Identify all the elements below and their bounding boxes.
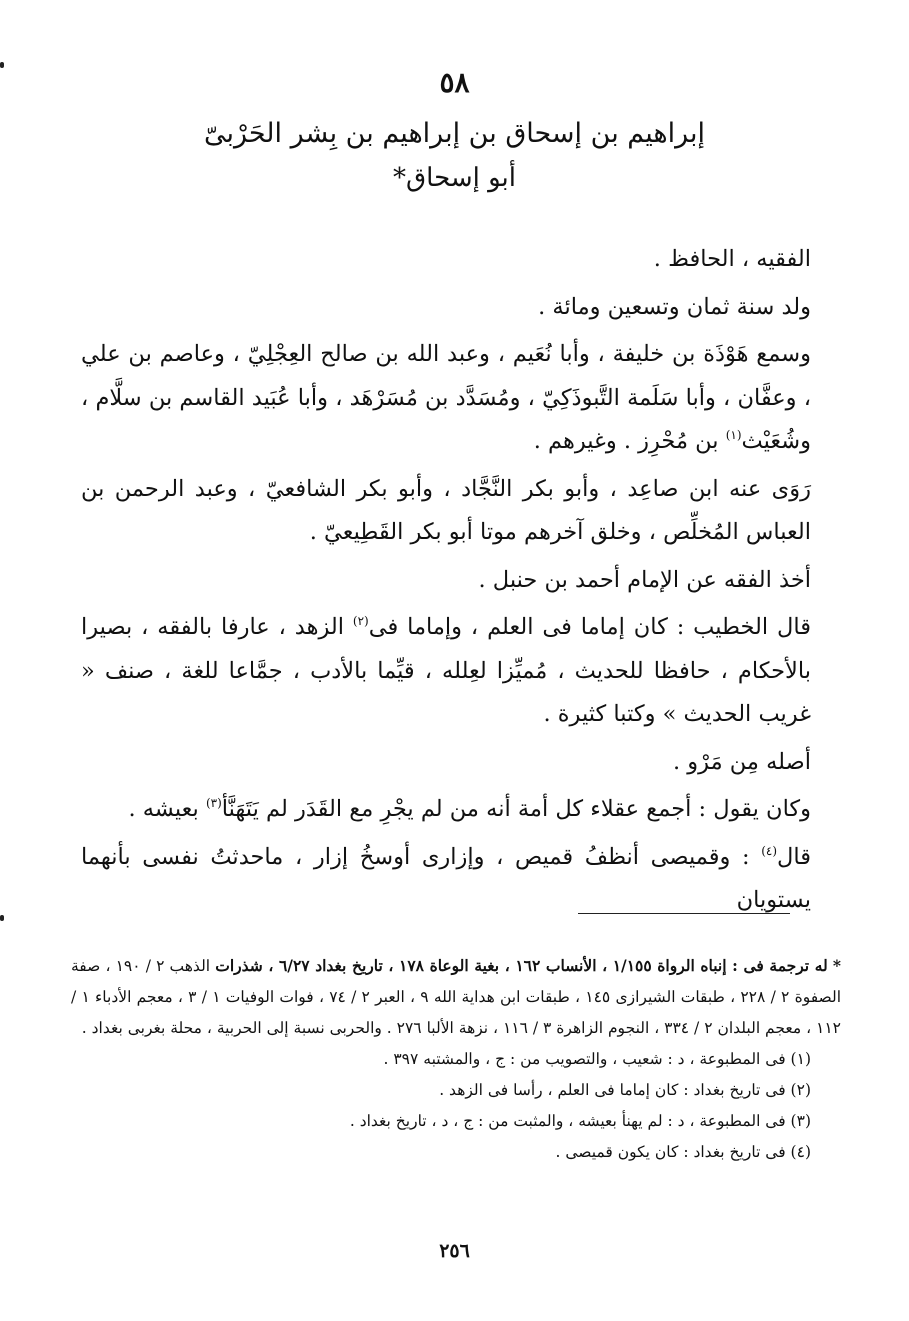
footnote-ref: (٤) [761,843,778,858]
paragraph: أخذ الفقه عن الإمام أحمد بن حنبل . [478,566,811,593]
paragraph [81,788,841,832]
entry-number: ٥٨ [439,66,470,99]
scan-edge-mark [0,62,4,68]
paragraph-text: : وقميصى أنظفُ قميص ، وإزارى أوسخُ إزار ، ماحدثتُ نفسى بأنهما يستويان [81,843,811,913]
paragraph-text: بعيشه . [128,796,206,822]
source-note-marker: * [832,956,841,975]
footnote-ref: (٣) [205,796,222,810]
paragraph: رَوَى عنه ابن صاعِد ، وأبو بكر النَّجَّاد ، وأبو بكر الشافعيّ ، وعبد الرحمن بن العباس المُخلِّص ، وخلق آخرهم موتا أبو بكر القَطِيعيّ . [81,475,811,545]
paragraph-text: قال الخطيب : كان إماما فى العلم ، وإماما فى [368,614,812,640]
footnote-ref: (٢) [352,614,369,628]
paragraph: أصله مِن مَرْو . [673,748,811,775]
paragraph-text: الزهد ، عارفا بالفقه ، بصيرا بالأحكام ، حافظا للحديث ، مُميِّزا لعِلله ، قيِّما بالأدب ، جمَّاعا للغة ، صنف « غريب الحديث » وكتبا كثيرة . [81,614,811,727]
paragraph-text: وكان يقول : أجمع عقلاء كل أمة أنه من لم يجْرِ مع القَدَر لم يَتَهَنَّأ [221,796,811,822]
footnote-2: (٢) فى تاريخ بغداد : كان إماما فى العلم ، رأسا فى الزهد . [439,1081,811,1099]
footnote-divider [578,913,790,914]
source-note [71,950,841,1044]
paragraph-text: وسمع هَوْذَة بن خليفة ، وأبا نُعَيم ، وعبد الله بن صالح العِجْلِيّ ، وعاصم بن علي ، وعفَّان ، وأبا سَلَمة التَّبوذَكِيّ ، ومُسَدَّد بن مُسَرْهَد ، وأبا عُبَيد القاسم بن سلَّام ، وشُعَيْث [81,341,811,454]
entry-subtitle: أبو إسحاق* [392,163,517,193]
footnote-ref: (١) [725,428,742,442]
paragraph [81,836,841,923]
main-text [81,238,841,927]
footnote-1: (١) فى المطبوعة ، د : شعيب ، والتصويب من : ج ، والمشتبه ٣٩٧ . [383,1050,811,1068]
entry-title: إبراهيم بن إسحاق بن إبراهيم بن بِشر الحَرْبىّ [203,118,706,149]
footnote-3: (٣) فى المطبوعة ، د : لم يهنأ بعيشه ، والمثبت من : ج ، د ، تاريخ بغداد . [349,1112,811,1130]
paragraph: الفقيه ، الحافظ . [653,246,811,272]
paragraph [81,333,841,464]
source-note-lead: له ترجمة فى : إنباه الرواة ١/١٥٥ ، الأنساب ١٦٢ ، بغية الوعاة ١٧٨ ، تاريخ بغداد ٦/٢٧ ، شذرات [215,956,828,975]
paragraph [81,606,841,737]
paragraph-text: قال [777,843,811,870]
paragraph: ولد سنة ثمان وتسعين ومائة . [538,293,811,320]
footnote-4: (٤) فى تاريخ بغداد : كان يكون قميصى . [555,1143,811,1161]
source-note-text: الذهب ٢ / ١٩٠ ، صفة الصفوة ٢ / ٢٢٨ ، طبقات الشيرازى ١٤٥ ، طبقات ابن هداية الله ٩ ، العبر ٢ / ٧٤ ، فوات الوفيات ١ / ٣ ، معجم الأدباء ١ / ١١٢ ، معجم البلدان ٢ / ٣٣٤ ، النجوم الزاهرة ٣ / ١١٦ ، نزهة الألبا ٢٧٦ . والحربى نسبة إلى الحربية ، محلة بغربى بغداد . [71,957,842,1037]
paragraph-text: بن مُحْرِز . وغيرهم . [533,428,726,454]
scan-edge-mark [0,915,4,921]
page-number: ٢٥٦ [439,1240,470,1262]
footnotes [71,950,841,1168]
